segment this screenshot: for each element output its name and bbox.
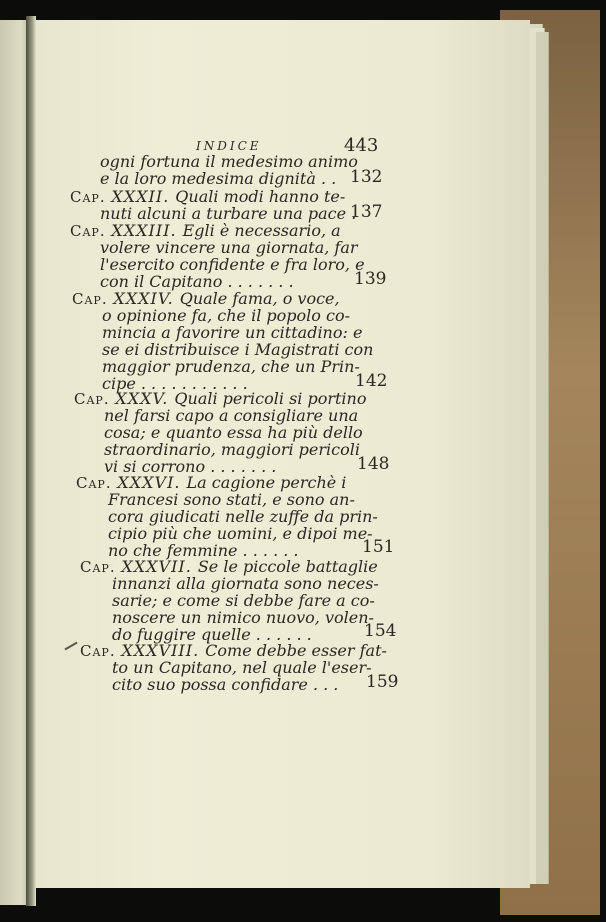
index-page-number: 137 [350,202,383,222]
index-page-number: 132 [350,167,383,187]
index-page-number: 142 [355,371,388,391]
index-line: cipio più che uomini, e dipoi me- [108,524,373,543]
chapter-label: Cap. XXXII. [70,187,170,206]
index-line: noscere un nimico nuovo, volen- [112,608,374,627]
index-line: straordinario, maggiori pericoli [104,440,360,459]
index-line: l'esercito confidente e fra loro, e [100,255,365,274]
index-line: Cap. XXXV. Quali pericoli si portino [74,389,367,408]
index-line: do fuggire quelle . . . . . . [112,625,312,644]
index-line: o opinione fa, che il popolo co- [102,306,350,325]
index-line: cosa; e quanto essa ha più dello [104,423,363,442]
index-page-number: 154 [364,621,397,641]
index-page-number: 151 [362,537,395,557]
index-line: mincia a favorire un cittadino: e [102,323,363,342]
index-line: sarie; e come si debbe fare a co- [112,591,375,610]
index-line: to un Capitano, nel quale l'eser- [112,658,372,677]
index-line: Cap. XXXIII. Egli è necessario, a [70,221,341,240]
chapter-label: Cap. XXXIV. [72,289,174,308]
chapter-label: Cap. XXXVIII. [80,641,200,660]
index-line: Cap. XXXVII. Se le piccole battaglie [80,557,378,576]
index-line: no che femmine . . . . . . [108,541,299,560]
chapter-label: Cap. XXXIII. [70,221,177,240]
header-title: INDICE [196,139,262,153]
chapter-label: Cap. XXXV. [74,389,169,408]
index-line: innanzi alla giornata sono neces- [112,574,379,593]
page-edges [536,32,549,884]
index-line: Cap. XXXVIII. Come debbe esser fat- [80,641,387,660]
index-line: e la loro medesima dignità . . [100,169,337,188]
index-line: con il Capitano . . . . . . . [100,272,294,291]
index-line: nuti alcuni a turbare una pace . [100,204,357,223]
index-line: nel farsi capo a consigliare una [104,406,359,425]
index-page-number: 139 [354,269,387,289]
index-line: Cap. XXXVI. La cagione perchè i [76,473,347,492]
index-line: Francesi sono stati, e sono an- [108,490,355,509]
index-line: maggior prudenza, che un Prin- [102,357,360,376]
chapter-label: Cap. XXXVII. [80,557,192,576]
index-line: cipe . . . . . . . . . . . [102,374,248,393]
index-line: cora giudicati nelle zuffe da prin- [108,507,378,526]
index-line: cito suo possa confidare . . . [112,675,339,694]
index-line: se ei distribuisce i Magistrati con [102,340,374,359]
chapter-label: Cap. XXXVI. [76,473,181,492]
index-page-number: 159 [366,672,399,692]
index-line: Cap. XXXIV. Quale fama, o voce, [72,289,340,308]
index-line: volere vincere una giornata, far [100,238,358,257]
index-line: vi si corrono . . . . . . . [104,457,277,476]
index-line: Cap. XXXII. Quali modi hanno te- [70,187,346,206]
header-page-number: 443 [344,135,379,156]
index-line: ogni fortuna il medesimo animo [100,152,358,171]
index-page-number: 148 [357,454,390,474]
